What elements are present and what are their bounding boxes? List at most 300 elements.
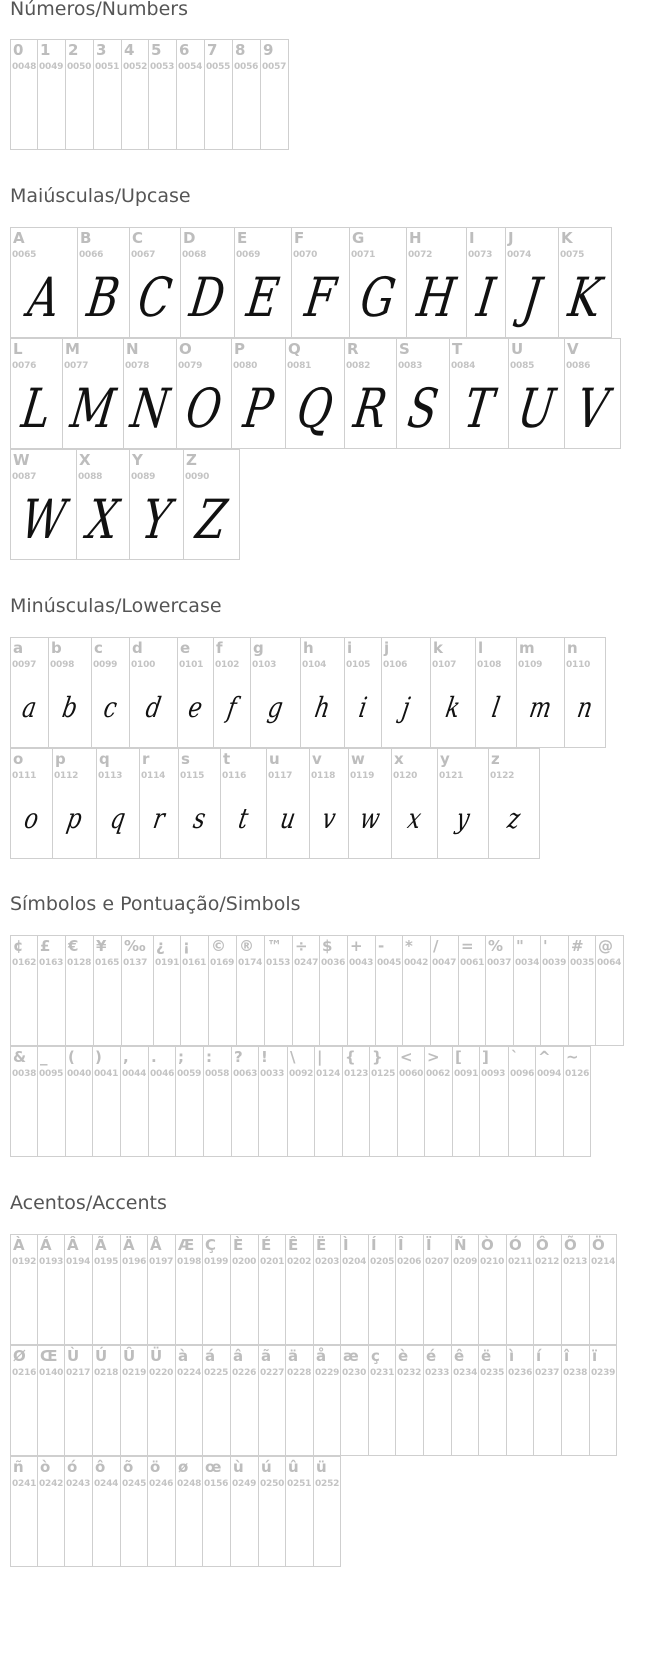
character-code: 0051 [95,62,120,72]
glyph-cell [231,1345,259,1456]
character-label: S [399,340,410,358]
glyph-cell [121,1046,149,1157]
glyph-row [10,227,621,338]
character-code: 0087 [12,472,37,482]
glyph-cell [177,338,232,449]
character-label: õ [123,1458,134,1476]
character-code: 0054 [178,62,203,72]
character-code: 0199 [204,1257,229,1267]
glyph-cell [121,1345,148,1456]
glyph-cell [148,1345,176,1456]
character-label: ) [95,1048,102,1066]
character-code: 0194 [66,1257,91,1267]
character-code: 0106 [383,660,408,670]
character-label: @ [598,937,613,955]
character-code: 0055 [206,62,231,72]
character-code: 0117 [268,771,293,781]
character-label: , [123,1048,129,1066]
character-label: { [345,1048,356,1066]
glyph-cell [349,748,392,859]
character-code: 0251 [287,1479,312,1489]
glyph-cell [130,637,178,748]
glyph-cell [565,338,621,449]
character-label: ï [592,1347,598,1365]
glyph-row [10,39,289,150]
character-label: q [99,750,110,768]
character-code: 0073 [468,250,493,260]
character-label: Ú [95,1347,108,1365]
character-code: 0249 [232,1479,257,1489]
character-label: W [13,451,30,469]
glyph-cell [479,1234,507,1345]
character-label: å [316,1347,327,1365]
character-code: 0096 [510,1069,535,1079]
character-code: 0201 [260,1257,285,1267]
character-code: 0191 [155,958,180,968]
character-code: 0075 [560,250,585,260]
character-code: 0049 [39,62,64,72]
character-label: y [440,750,450,768]
character-code: 0057 [262,62,287,72]
glyph-cell [534,1345,562,1456]
character-code: 0069 [236,250,261,260]
glyph-cell [181,935,209,1046]
character-code: 0107 [432,660,457,670]
character-label: ™ [267,937,282,955]
glyph-sample: T [460,376,498,440]
glyph-cell [314,1345,341,1456]
character-code: 0045 [377,958,402,968]
character-label: ¥ [96,937,107,955]
character-code: 0120 [393,771,418,781]
character-code: 0058 [205,1069,230,1079]
glyph-sample: t [236,801,251,835]
glyph-sample: y [453,801,473,835]
character-code: 0123 [344,1069,369,1079]
glyph-cell [130,449,184,560]
glyph-cell [259,1345,286,1456]
character-code: 0111 [12,771,37,781]
character-label: e [180,639,191,657]
character-code: 0053 [150,62,175,72]
glyph-sample: g [265,690,286,724]
character-label: Ê [288,1236,299,1254]
glyph-row [10,449,621,560]
character-label: Ç [205,1236,217,1254]
glyph-sample: w [357,801,383,835]
character-code: 0174 [238,958,263,968]
character-code: 0061 [460,958,485,968]
glyph-cell [184,449,240,560]
character-label: Î [398,1236,404,1254]
character-code: 0200 [232,1257,257,1267]
character-code: 0108 [477,660,502,670]
character-code: 0163 [39,958,64,968]
glyph-cell [10,637,49,748]
character-label: 7 [207,41,218,59]
character-label: } [372,1048,383,1066]
glyph-cell [53,748,97,859]
glyph-cell [403,935,431,1046]
character-code: 0239 [591,1368,616,1378]
character-label: ( [68,1048,75,1066]
character-label: Ò [481,1236,494,1254]
character-code: 0086 [566,361,591,371]
glyph-cell [178,637,214,748]
character-label: $ [322,937,333,955]
character-code: 0085 [510,361,535,371]
character-code: 0102 [215,660,240,670]
character-code: 0153 [266,958,291,968]
character-code: 0114 [141,771,166,781]
glyph-cell [431,935,459,1046]
character-label: d [132,639,143,657]
character-label: Y [132,451,143,469]
glyph-cell [424,1345,452,1456]
glyph-cell [38,1046,66,1157]
glyph-sample: z [505,801,523,835]
glyph-sample: G [356,265,400,329]
character-code: 0097 [12,660,37,670]
glyph-cell [534,1234,562,1345]
character-code: 0202 [287,1257,312,1267]
character-code: 0121 [439,771,464,781]
character-code: 0059 [177,1069,202,1079]
character-label: l [478,639,484,657]
character-code: 0247 [294,958,319,968]
glyph-cell [259,1046,288,1157]
character-label: € [68,937,79,955]
section-title-lowercase: Minúsculas/Lowercase [10,595,222,617]
character-label: 5 [151,41,162,59]
character-label: m [519,639,535,657]
glyph-cell [176,1345,203,1456]
character-label: _ [40,1048,48,1066]
glyph-sample: r [150,801,168,835]
glyph-sample: u [277,801,299,835]
character-code: 0252 [315,1479,340,1489]
character-code: 0237 [535,1368,560,1378]
character-label: z [491,750,500,768]
glyph-cell [10,1345,38,1456]
character-code: 0246 [149,1479,174,1489]
character-label: Ó [509,1236,522,1254]
character-label: ! [261,1048,268,1066]
character-code: 0039 [542,958,567,968]
glyph-cell [149,1046,176,1157]
glyph-row [10,748,606,859]
glyph-cell [38,1345,65,1456]
character-label: Ì [343,1236,349,1254]
glyph-cell [63,338,124,449]
glyph-cell [479,1345,507,1456]
glyph-cell [237,935,265,1046]
character-label: Ö [592,1236,605,1254]
character-code: 0242 [39,1479,64,1489]
glyph-cell [251,637,301,748]
character-label: w [351,750,365,768]
glyph-cell [450,338,509,449]
character-label: x [394,750,404,768]
glyph-cell [369,1345,396,1456]
character-label: Õ [564,1236,577,1254]
glyph-sample: k [443,690,463,724]
glyph-cell [517,637,565,748]
character-label: ` [511,1048,519,1066]
glyph-row [10,1046,624,1157]
glyph-cell [320,935,348,1046]
glyph-cell [66,1046,93,1157]
glyph-cell [66,39,94,150]
glyph-cell [233,39,261,150]
character-label: à [178,1347,189,1365]
character-code: 0034 [515,958,540,968]
glyph-row [10,338,621,449]
character-code: 0048 [12,62,37,72]
character-code: 0230 [342,1368,367,1378]
character-code: 0220 [149,1368,174,1378]
glyph-cell [38,1234,65,1345]
character-code: 0092 [289,1069,314,1079]
glyph-cell [467,227,506,338]
character-label: U [511,340,524,358]
character-label: B [80,229,92,247]
character-code: 0233 [425,1368,450,1378]
glyph-cell [376,935,403,1046]
character-label: P [234,340,245,358]
character-label: Q [288,340,301,358]
character-label: K [561,229,573,247]
character-code: 0103 [252,660,277,670]
character-label: g [253,639,264,657]
glyph-cell [345,338,397,449]
character-label: 1 [40,41,51,59]
glyph-cell [65,1234,93,1345]
character-label: I [469,229,475,247]
glyph-cell [382,637,431,748]
character-code: 0063 [233,1069,258,1079]
glyph-cell [232,338,286,449]
glyph-cell [66,935,94,1046]
character-code: 0226 [232,1368,257,1378]
glyph-cell [310,748,349,859]
glyph-cell [293,935,320,1046]
character-code: 0088 [78,472,103,482]
character-label: ø [178,1458,189,1476]
character-code: 0217 [66,1368,91,1378]
glyph-grid-lowercase [10,637,606,859]
character-code: 0128 [67,958,92,968]
glyph-cell [514,935,541,1046]
character-label: / [433,937,439,955]
character-code: 0214 [591,1257,616,1267]
character-label: r [142,750,150,768]
glyph-row [10,637,606,748]
character-label: E [237,229,248,247]
character-label: ê [454,1347,465,1365]
glyph-cell [148,1456,176,1567]
character-label: i [347,639,353,657]
character-label: < [400,1048,413,1066]
glyph-cell [121,1234,148,1345]
character-label: ¢ [13,937,24,955]
character-label: ^ [538,1048,551,1066]
character-label: N [126,340,139,358]
glyph-cell [562,1234,590,1345]
character-label: ë [481,1347,492,1365]
character-label: j [384,639,390,657]
character-code: 0198 [177,1257,202,1267]
glyph-cell [541,935,569,1046]
glyph-sample: L [18,376,55,440]
glyph-cell [261,39,289,150]
glyph-row [10,1234,617,1345]
character-label: Û [123,1347,136,1365]
character-code: 0192 [12,1257,37,1267]
character-code: 0113 [98,771,123,781]
character-code: 0052 [123,62,148,72]
character-code: 0193 [39,1257,64,1267]
glyph-grid-upcase [10,227,621,560]
glyph-cell [452,1234,479,1345]
glyph-cell [506,227,559,338]
character-label: C [132,229,144,247]
character-label: 8 [235,41,246,59]
character-label: ~ [566,1048,579,1066]
character-code: 0118 [311,771,336,781]
glyph-sample: F [301,265,340,329]
character-label: H [409,229,422,247]
glyph-cell [65,1456,93,1567]
character-code: 0071 [351,250,376,260]
glyph-cell [231,1234,259,1345]
character-code: 0078 [125,361,150,371]
character-label: Ë [316,1236,327,1254]
character-label: ; [178,1048,184,1066]
character-code: 0056 [234,62,259,72]
glyph-cell [10,227,78,338]
glyph-cell [94,935,122,1046]
character-code: 0238 [563,1368,588,1378]
glyph-sample: Z [192,487,231,551]
glyph-cell [97,748,140,859]
glyph-cell [345,637,382,748]
glyph-sample: f [225,690,240,724]
glyph-sample: i [356,690,370,724]
glyph-sample: Q [293,376,337,440]
character-code: 0206 [397,1257,422,1267]
glyph-cell [93,1046,121,1157]
character-code: 0213 [563,1257,588,1267]
glyph-sample: B [83,265,124,329]
glyph-grid-numbers [10,39,289,150]
character-code: 0081 [287,361,312,371]
glyph-sample: I [473,265,499,329]
glyph-cell [49,637,92,748]
glyph-cell [221,748,267,859]
glyph-cell [292,227,350,338]
character-label: Z [186,451,197,469]
character-code: 0245 [122,1479,147,1489]
character-code: 0083 [398,361,423,371]
character-label: Å [150,1236,162,1254]
character-label: ' [543,937,548,955]
character-code: 0229 [315,1368,340,1378]
glyph-cell [459,935,486,1046]
character-code: 0050 [67,62,92,72]
character-label: V [567,340,579,358]
character-label: ñ [13,1458,24,1476]
character-code: 0115 [180,771,205,781]
glyph-cell [286,1456,314,1567]
glyph-cell [507,1234,534,1345]
character-code: 0101 [179,660,204,670]
character-code: 0100 [131,660,156,670]
character-code: 0076 [12,361,37,371]
glyph-sample: E [243,265,283,329]
glyph-sample: Y [138,487,175,551]
glyph-row [10,1345,617,1456]
character-code: 0084 [451,361,476,371]
character-label: f [216,639,223,657]
character-label: c [94,639,103,657]
glyph-cell [121,1456,148,1567]
glyph-sample: H [413,265,460,329]
character-label: Æ [178,1236,195,1254]
character-label: > [427,1048,440,1066]
glyph-cell [453,1046,480,1157]
glyph-sample: J [519,265,545,329]
glyph-cell [94,39,122,150]
character-label: - [378,937,385,955]
character-code: 0205 [370,1257,395,1267]
character-label: ò [40,1458,51,1476]
character-code: 0090 [185,472,210,482]
character-label: D [183,229,196,247]
character-label: k [433,639,443,657]
character-code: 0196 [122,1257,147,1267]
character-label: ] [482,1048,489,1066]
glyph-cell [314,1234,341,1345]
glyph-grid-symbols [10,935,624,1157]
character-code: 0043 [349,958,374,968]
character-label: T [452,340,463,358]
glyph-cell [10,338,63,449]
character-label: œ [205,1458,222,1476]
character-label: # [571,937,584,955]
glyph-sample: U [514,376,559,440]
character-code: 0235 [480,1368,505,1378]
glyph-cell [203,1234,231,1345]
character-code: 0093 [481,1069,506,1079]
character-label: ù [233,1458,244,1476]
character-label: X [79,451,91,469]
glyph-cell [431,637,476,748]
glyph-row [10,935,624,1046]
glyph-cell [476,637,517,748]
character-label: 6 [179,41,190,59]
character-code: 0244 [94,1479,119,1489]
glyph-cell [288,1046,315,1157]
glyph-cell [301,637,345,748]
character-label: 9 [263,41,274,59]
glyph-cell [124,338,177,449]
glyph-cell [341,1345,369,1456]
character-label: : [206,1048,212,1066]
character-code: 0041 [94,1069,119,1079]
character-code: 0227 [260,1368,285,1378]
character-code: 0231 [370,1368,395,1378]
